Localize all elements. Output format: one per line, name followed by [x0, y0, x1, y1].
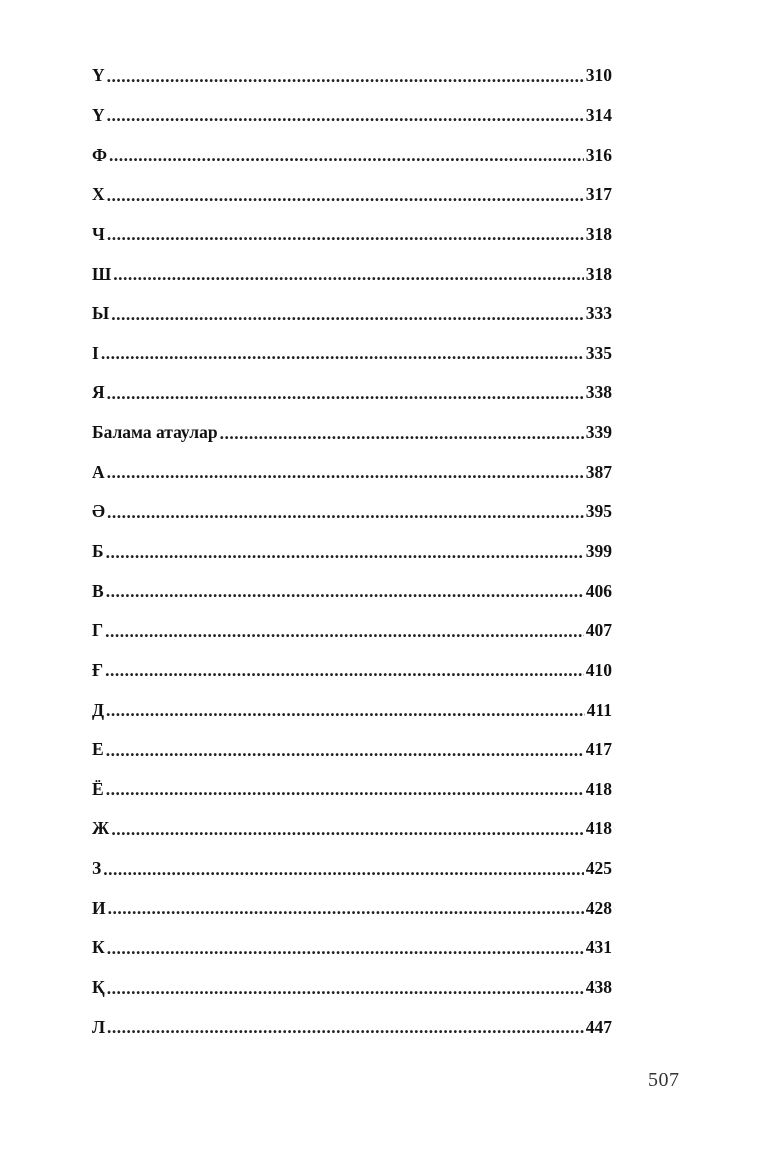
toc-entry-page: 418: [585, 818, 612, 839]
toc-entry-label: Ғ: [92, 659, 104, 680]
dot-leader: [101, 342, 584, 364]
toc-entry-page: 318: [585, 263, 612, 284]
toc-entry: [92, 611, 612, 651]
toc-entry-label: Г: [92, 620, 104, 641]
dot-leader: [220, 422, 584, 444]
toc-entry-label: Қ: [92, 977, 105, 998]
toc-entry-page: 310: [585, 65, 612, 86]
toc-entry-page: 418: [585, 778, 612, 799]
dot-leader: [111, 303, 584, 325]
dot-leader: [108, 897, 584, 919]
toc-entry: [92, 690, 612, 730]
dot-leader: [107, 65, 584, 87]
toc-entry: [92, 928, 612, 968]
dot-leader: [106, 699, 585, 721]
dot-leader: [106, 541, 584, 563]
toc-entry: [92, 770, 612, 810]
toc-entry-label: К: [92, 937, 105, 958]
dot-leader: [107, 461, 584, 483]
toc-entry-label: Ж: [92, 818, 110, 839]
dot-leader: [107, 104, 584, 126]
toc-entry: [92, 373, 612, 413]
toc-entry-label: Д: [92, 699, 105, 720]
toc-entry-page: 316: [585, 144, 612, 165]
dot-leader: [107, 501, 584, 523]
toc-entry: [92, 849, 612, 889]
toc-entry-label: И: [92, 897, 106, 918]
toc-entry-label: А: [92, 461, 105, 482]
toc-entry: [92, 294, 612, 334]
dot-leader: [106, 778, 584, 800]
toc-entry-label: Я: [92, 382, 105, 403]
toc-entry: [92, 333, 612, 373]
toc-entry-label: В: [92, 580, 104, 601]
toc-entry-label: Ш: [92, 263, 112, 284]
toc-entry-label: Х: [92, 184, 105, 205]
toc-entry-label: Ч: [92, 223, 105, 244]
toc-entry-label: І: [92, 342, 99, 363]
toc-entry-label: Ё: [92, 778, 104, 799]
table-of-contents: [92, 56, 612, 1047]
dot-leader: [107, 382, 584, 404]
toc-entry-page: 425: [585, 858, 612, 879]
toc-entry: [92, 175, 612, 215]
toc-entry-label: Y: [92, 104, 105, 125]
toc-entry-page: 335: [585, 342, 612, 363]
toc-entry-label: Б: [92, 541, 104, 561]
toc-entry-page: 314: [585, 104, 612, 125]
toc-entry: [92, 571, 612, 611]
toc-entry: [92, 532, 612, 572]
toc-entry-page: 395: [585, 501, 612, 522]
dot-leader: [106, 739, 584, 761]
toc-entry: [92, 56, 612, 96]
toc-entry-page: 428: [585, 897, 612, 918]
dot-leader: [107, 184, 584, 206]
dot-leader: [106, 580, 584, 602]
toc-entry: [92, 135, 612, 175]
dot-leader: [103, 858, 584, 880]
toc-entry: [92, 254, 612, 294]
dot-leader: [107, 937, 584, 959]
dot-leader: [105, 659, 584, 681]
toc-entry-page: 411: [586, 699, 612, 720]
dot-leader: [107, 223, 584, 245]
toc-entry: [92, 96, 612, 136]
toc-entry-label: Е: [92, 739, 104, 760]
toc-entry-page: 431: [585, 937, 612, 958]
dot-leader: [107, 1016, 584, 1038]
toc-entry-label: Ә: [92, 501, 105, 522]
toc-entry-page: 438: [585, 977, 612, 998]
toc-entry-page: 417: [585, 739, 612, 760]
dot-leader: [113, 263, 584, 285]
toc-entry: [92, 888, 612, 928]
toc-entry-page: 406: [585, 580, 612, 601]
toc-entry-page: 318: [585, 223, 612, 244]
dot-leader: [109, 144, 584, 166]
dot-leader: [105, 620, 584, 642]
toc-entry-label: Балама атаулар: [92, 422, 218, 443]
toc-entry: [92, 452, 612, 492]
toc-entry-page: 338: [585, 382, 612, 403]
dot-leader: [111, 818, 583, 840]
toc-entry-page: 387: [585, 461, 612, 482]
toc-entry-page: 333: [585, 303, 612, 324]
toc-entry: [92, 968, 612, 1008]
page-number: 507: [648, 1069, 680, 1091]
dot-leader: [107, 977, 584, 999]
toc-entry: [92, 492, 612, 532]
toc-entry-label: Ф: [92, 144, 108, 165]
toc-entry-label: З: [92, 858, 102, 879]
toc-entry-label: Л: [92, 1016, 106, 1037]
toc-entry-page: 447: [585, 1016, 612, 1037]
toc-entry-page: 410: [585, 659, 612, 680]
toc-entry-label: Ү: [92, 65, 105, 86]
toc-entry-page: 339: [585, 422, 612, 443]
toc-entry-page: 317: [585, 184, 612, 205]
toc-entry-section: [92, 413, 612, 453]
toc-entry-page: 407: [585, 620, 612, 641]
toc-entry-page: 399: [585, 541, 612, 561]
toc-entry: [92, 651, 612, 691]
toc-entry-label: Ы: [92, 303, 110, 324]
toc-entry: [92, 730, 612, 770]
toc-entry: [92, 809, 612, 849]
toc-entry: [92, 215, 612, 255]
toc-entry: [92, 1007, 612, 1047]
